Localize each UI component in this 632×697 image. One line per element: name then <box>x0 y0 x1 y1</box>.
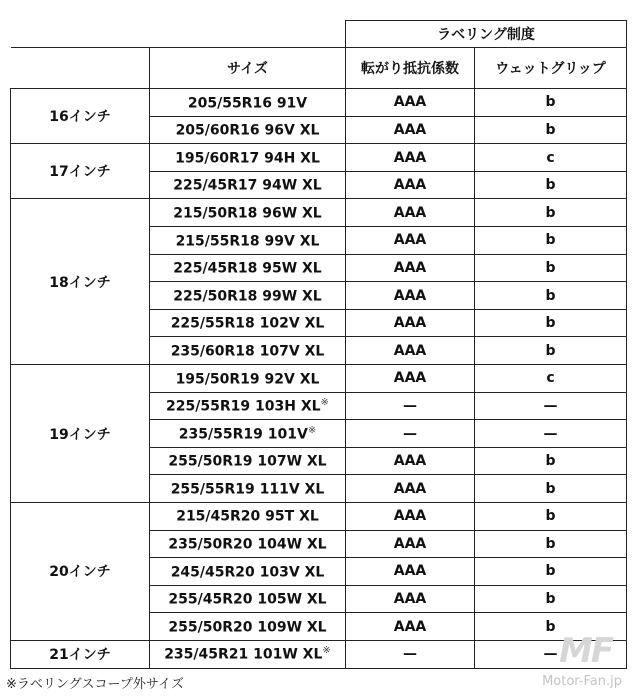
inch-group-label: 16インチ <box>11 89 150 144</box>
size-cell <box>150 171 346 199</box>
rolling-resistance-cell: — <box>346 640 475 668</box>
table-row <box>11 365 627 393</box>
rolling-resistance-cell: AAA <box>346 475 475 503</box>
wet-grip-cell: b <box>475 89 627 117</box>
size-text: 235/45R21 101W XL <box>164 647 323 664</box>
watermark-logo <box>496 631 626 691</box>
size-text: 245/45R20 103V XL <box>170 564 325 581</box>
wet-grip-cell: b <box>475 447 627 475</box>
watermark-logo-mark: MF <box>558 631 612 671</box>
size-text: 255/50R19 107W XL <box>168 453 327 470</box>
size-text: 225/45R18 95W XL <box>173 260 322 277</box>
size-text: 215/50R18 96W XL <box>173 205 322 222</box>
size-cell <box>150 475 346 503</box>
rolling-resistance-cell: AAA <box>346 530 475 558</box>
size-text: 225/55R19 103H XL <box>166 398 321 415</box>
wet-grip-cell: b <box>475 199 627 227</box>
wet-grip-header: ウェットグリップ <box>475 48 627 89</box>
header-blank-inch <box>11 48 150 89</box>
table-row <box>11 503 627 531</box>
size-text: 215/55R18 99V XL <box>175 233 320 250</box>
size-cell <box>150 613 346 641</box>
wet-grip-cell: b <box>475 254 627 282</box>
wet-grip-cell: — <box>475 640 627 668</box>
rolling-resistance-cell: — <box>346 420 475 448</box>
rolling-resistance-cell: AAA <box>346 282 475 310</box>
size-text: 255/55R19 111V XL <box>170 481 325 498</box>
wet-grip-cell: b <box>475 171 627 199</box>
wet-grip-cell: b <box>475 116 627 144</box>
size-text: 205/55R16 91V <box>187 95 308 112</box>
inch-group-label: 20インチ <box>11 503 150 641</box>
inch-group-label: 19インチ <box>11 365 150 503</box>
rolling-resistance-cell: AAA <box>346 447 475 475</box>
wet-grip-cell: b <box>475 282 627 310</box>
size-cell <box>150 640 346 668</box>
size-text: 255/50R20 109W XL <box>168 619 327 636</box>
out-of-scope-mark: ※ <box>322 645 331 657</box>
size-cell <box>150 365 346 393</box>
size-cell <box>150 89 346 117</box>
size-cell <box>150 116 346 144</box>
labeling-system-header: ラベリング制度 <box>346 21 627 48</box>
size-column-header: サイズ <box>150 48 346 89</box>
wet-grip-cell: b <box>475 585 627 613</box>
size-text: 205/60R16 96V XL <box>175 122 320 139</box>
footnote: ※ラベリングスコープ外サイズ <box>6 677 184 692</box>
wet-grip-cell: b <box>475 337 627 365</box>
wet-grip-cell: b <box>475 227 627 255</box>
rolling-resistance-cell: AAA <box>346 227 475 255</box>
inch-group-label: 17インチ <box>11 144 150 199</box>
size-text: 235/50R20 104W XL <box>168 536 327 553</box>
size-text: 195/50R19 92V XL <box>175 371 320 388</box>
size-cell <box>150 530 346 558</box>
wet-grip-cell: b <box>475 530 627 558</box>
wet-grip-cell: c <box>475 365 627 393</box>
size-cell <box>150 227 346 255</box>
wet-grip-cell: b <box>475 503 627 531</box>
rolling-resistance-cell: — <box>346 392 475 420</box>
size-cell <box>150 420 346 448</box>
rolling-resistance-cell: AAA <box>346 613 475 641</box>
size-cell <box>150 392 346 420</box>
table-row <box>11 199 627 227</box>
header-blank <box>11 21 346 48</box>
size-text: 225/45R17 94W XL <box>173 178 322 194</box>
table-row <box>11 89 627 117</box>
watermark-text: Motor-Fan.jp <box>542 674 622 689</box>
size-cell <box>150 309 346 337</box>
rolling-resistance-cell: AAA <box>346 309 475 337</box>
size-text: 235/55R19 101V <box>178 426 308 443</box>
rolling-resistance-cell: AAA <box>346 89 475 117</box>
table-row <box>11 144 627 172</box>
rolling-resistance-cell: AAA <box>346 199 475 227</box>
size-cell <box>150 144 346 172</box>
table-body <box>11 89 627 668</box>
inch-group-label: 18インチ <box>11 199 150 365</box>
size-text: 215/45R20 95T XL <box>176 509 319 526</box>
rolling-resistance-cell: AAA <box>346 503 475 531</box>
rolling-resistance-cell: AAA <box>346 585 475 613</box>
size-cell <box>150 282 346 310</box>
rolling-resistance-header: 転がり抵抗係数 <box>346 48 475 89</box>
size-cell <box>150 447 346 475</box>
size-text: 255/45R20 105W XL <box>168 591 327 608</box>
size-text: 225/55R18 102V XL <box>170 315 325 332</box>
tire-spec-table <box>10 20 627 669</box>
rolling-resistance-cell: AAA <box>346 171 475 199</box>
size-text: 225/50R18 99W XL <box>173 288 322 305</box>
size-text: 195/60R17 94H XL <box>175 150 320 167</box>
wet-grip-cell: b <box>475 613 627 641</box>
wet-grip-cell: b <box>475 475 627 503</box>
size-cell <box>150 558 346 586</box>
wet-grip-cell: b <box>475 558 627 586</box>
rolling-resistance-cell: AAA <box>346 365 475 393</box>
rolling-resistance-cell: AAA <box>346 254 475 282</box>
size-cell <box>150 199 346 227</box>
wet-grip-cell: — <box>475 420 627 448</box>
rolling-resistance-cell: AAA <box>346 337 475 365</box>
rolling-resistance-cell: AAA <box>346 558 475 586</box>
wet-grip-cell: — <box>475 392 627 420</box>
size-text: 235/60R18 107V XL <box>170 343 325 360</box>
size-cell <box>150 337 346 365</box>
out-of-scope-mark: ※ <box>320 397 329 409</box>
out-of-scope-mark: ※ <box>307 424 317 436</box>
inch-group-label: 21インチ <box>11 640 150 668</box>
wet-grip-cell: b <box>475 309 627 337</box>
size-cell <box>150 254 346 282</box>
wet-grip-cell: c <box>475 144 627 172</box>
rolling-resistance-cell: AAA <box>346 116 475 144</box>
rolling-resistance-cell: AAA <box>346 144 475 172</box>
size-cell <box>150 503 346 531</box>
size-cell <box>150 585 346 613</box>
